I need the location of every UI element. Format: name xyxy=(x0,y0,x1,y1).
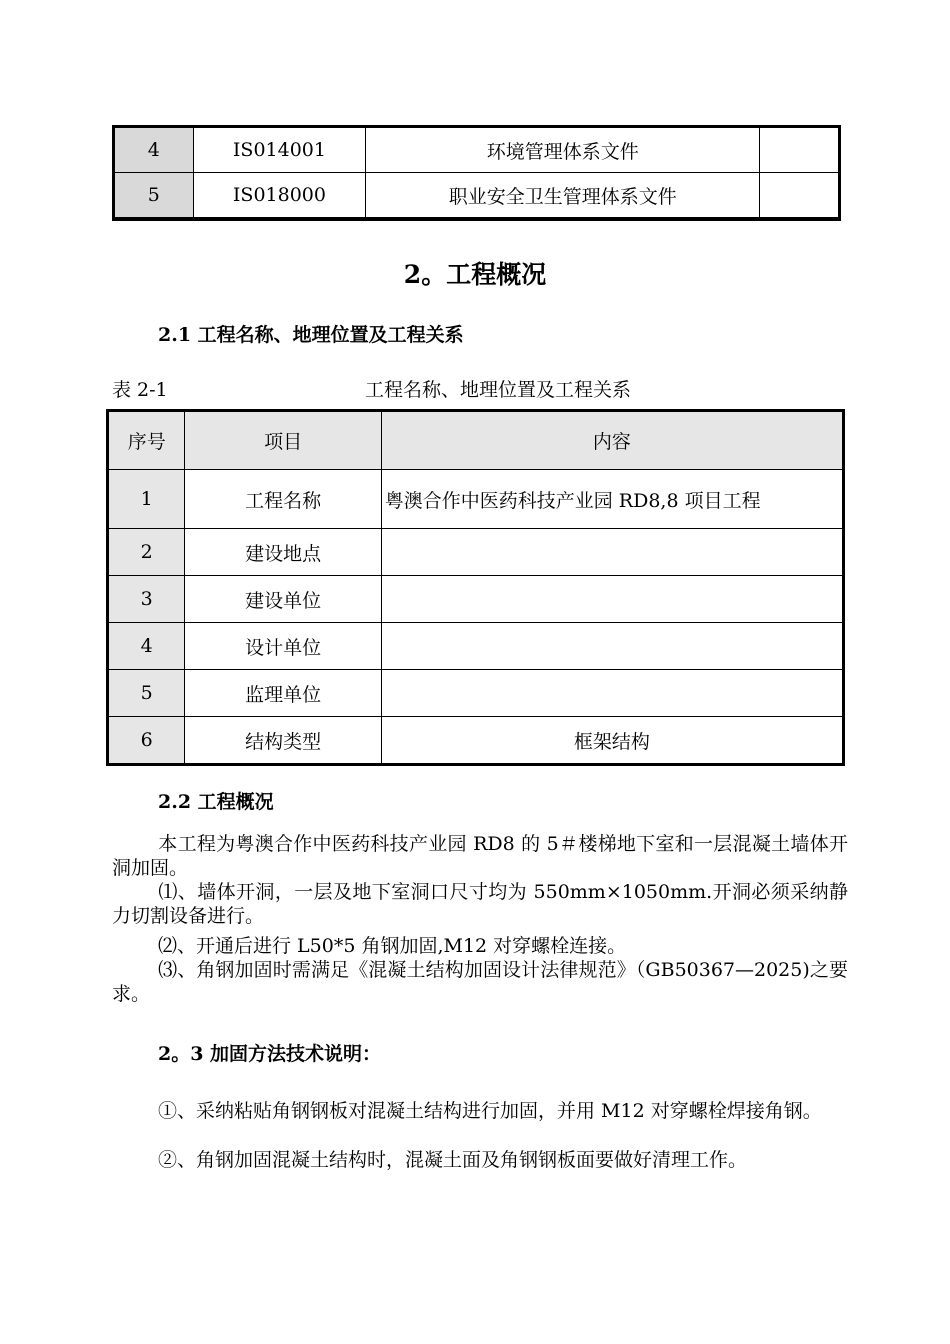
method-paragraph-1: ①、采纳粘贴角钢钢板对混凝土结构进行加固，并用 M12 对穿螺栓焊接角钢。 xyxy=(158,1100,822,1122)
header-content: 内容 xyxy=(381,411,843,470)
table-caption-label: 表 2-1 xyxy=(112,379,168,401)
standard-code: IS018000 xyxy=(193,173,366,220)
row-number: 5 xyxy=(108,670,185,717)
overview-paragraph-3: ⑵、开通后进行 L50*5 角钢加固,M12 对穿螺栓连接。 xyxy=(158,935,627,957)
standards-table xyxy=(112,125,841,221)
table-row xyxy=(108,670,844,717)
table-row xyxy=(108,623,844,670)
standard-title: 职业安全卫生管理体系文件 xyxy=(366,173,760,220)
header-item: 项目 xyxy=(185,411,381,470)
standard-note xyxy=(760,173,840,220)
row-content xyxy=(381,623,843,670)
table-row xyxy=(114,173,840,220)
row-content: 粤澳合作中医药科技产业园 RD8,8 项目工程 xyxy=(381,470,843,529)
table-row xyxy=(108,717,844,765)
header-no: 序号 xyxy=(108,411,185,470)
standard-code: IS014001 xyxy=(193,127,366,173)
row-content xyxy=(381,529,843,576)
row-item: 建设地点 xyxy=(185,529,381,576)
overview-paragraph-4: ⑶、角钢加固时需满足《混凝土结构加固设计法律规范》（GB50367—2025)之要求。 xyxy=(112,959,848,1005)
table-row xyxy=(108,529,844,576)
row-number: 1 xyxy=(108,470,185,529)
overview-paragraph-1: 本工程为粤澳合作中医药科技产业园 RD8 的 5＃楼梯地下室和一层混凝土墙体开洞加固。 xyxy=(112,833,848,879)
standard-title: 环境管理体系文件 xyxy=(366,127,760,173)
row-number: 3 xyxy=(108,576,185,623)
row-item: 建设单位 xyxy=(185,576,381,623)
table-row xyxy=(114,127,840,173)
project-info-table xyxy=(106,409,845,766)
table-row xyxy=(108,576,844,623)
row-number: 4 xyxy=(114,127,194,173)
table-row xyxy=(108,470,844,529)
row-content: 框架结构 xyxy=(381,717,843,765)
subsection-title-2-1: 2.1 工程名称、地理位置及工程关系 xyxy=(158,324,464,346)
standard-note xyxy=(760,127,840,173)
row-number: 2 xyxy=(108,529,185,576)
row-number: 6 xyxy=(108,717,185,765)
table-caption-title: 工程名称、地理位置及工程关系 xyxy=(365,379,632,401)
section-title: 2。工程概况 xyxy=(403,260,547,289)
row-item: 工程名称 xyxy=(185,470,381,529)
method-paragraph-2: ②、角钢加固混凝土结构时，混凝土面及角钢钢板面要做好清理工作。 xyxy=(158,1149,748,1171)
table-header-row xyxy=(108,411,844,470)
row-content xyxy=(381,576,843,623)
row-number: 4 xyxy=(108,623,185,670)
overview-paragraph-2: ⑴、墙体开洞，一层及地下室洞口尺寸均为 550mm×1050mm.开洞必须采纳静力切割设备进行。 xyxy=(112,881,848,927)
row-item: 设计单位 xyxy=(185,623,381,670)
subsection-title-2-2: 2.2 工程概况 xyxy=(158,791,274,813)
row-item: 结构类型 xyxy=(185,717,381,765)
subsection-title-2-3: 2。3 加固方法技术说明： xyxy=(158,1043,382,1065)
row-content xyxy=(381,670,843,717)
row-number: 5 xyxy=(114,173,194,220)
row-item: 监理单位 xyxy=(185,670,381,717)
